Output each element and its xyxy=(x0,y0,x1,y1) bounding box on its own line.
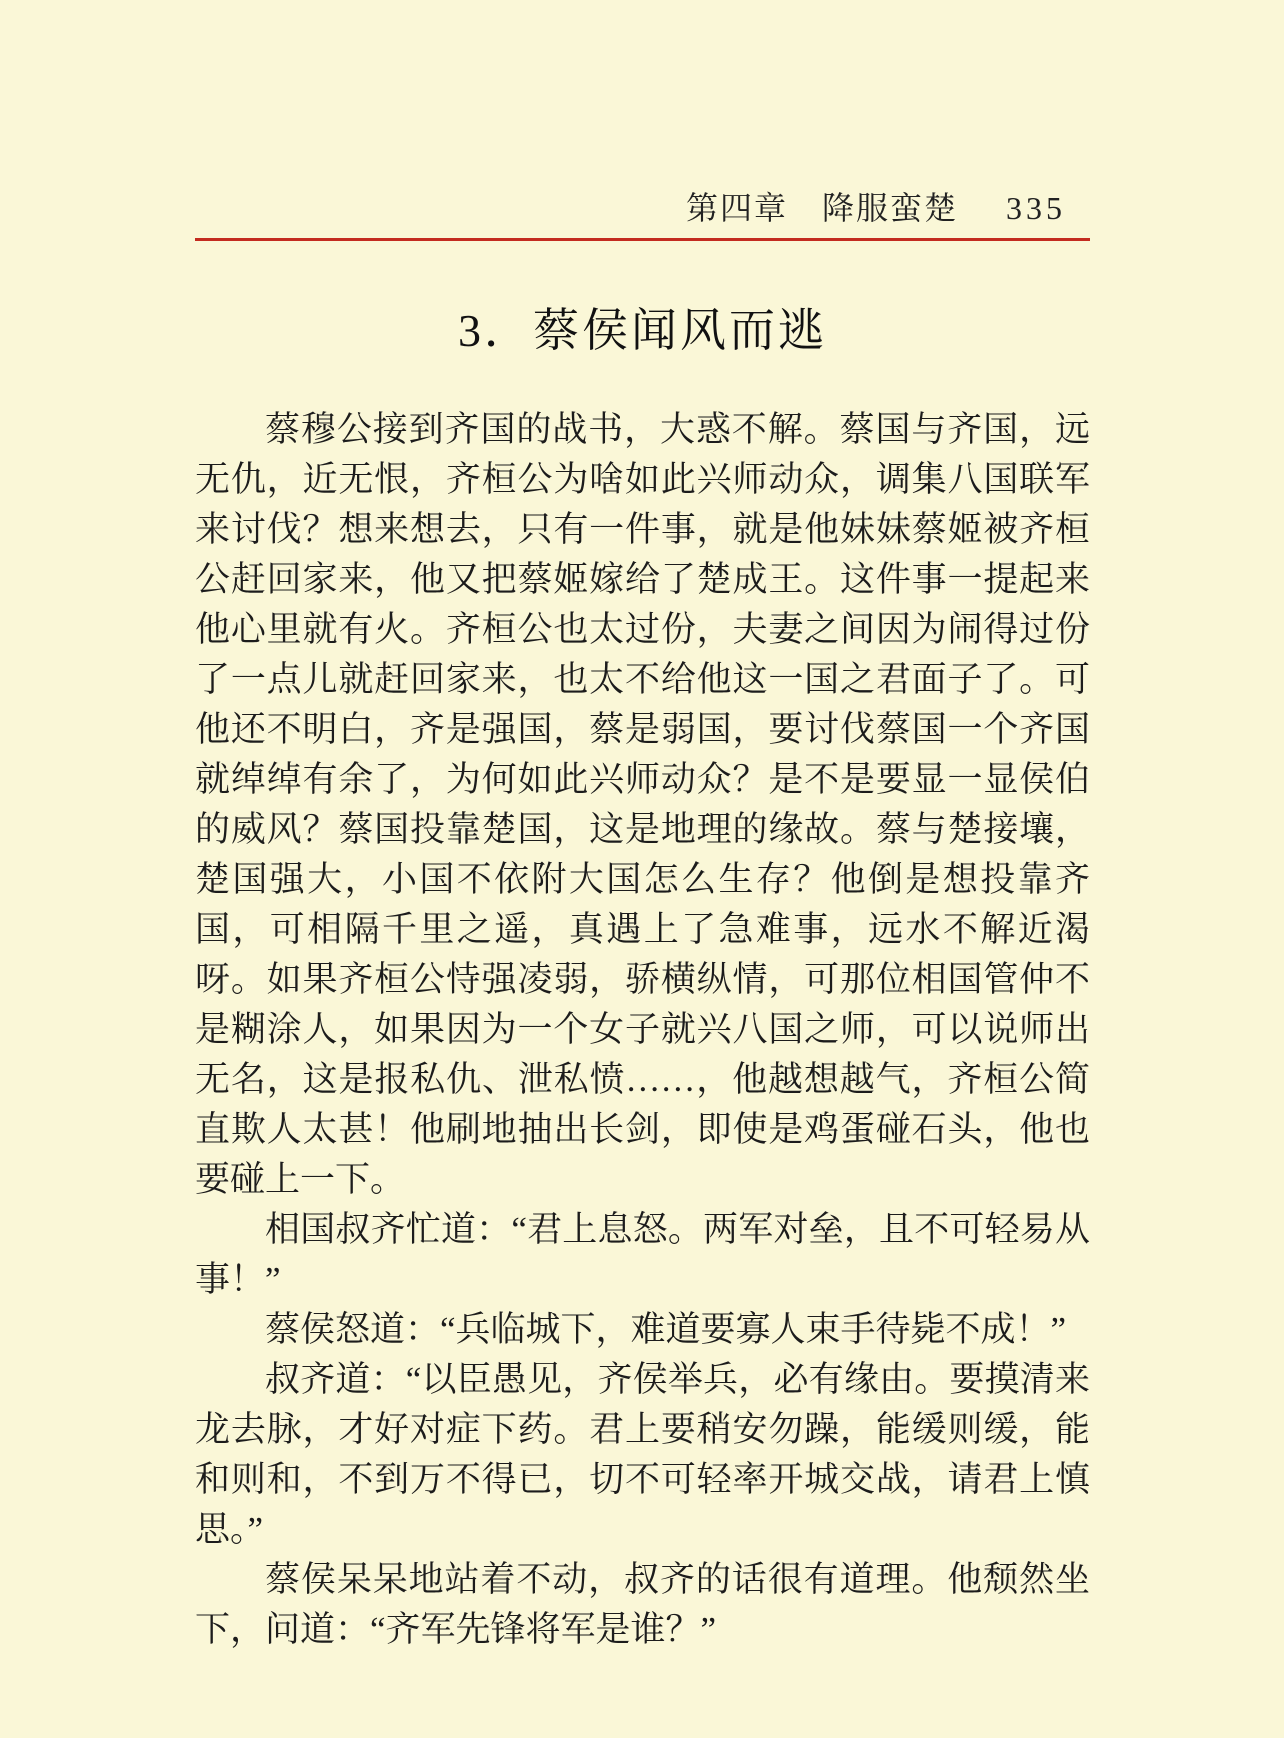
body-text xyxy=(195,405,1090,1655)
paragraph: 叔齐道：“以臣愚见，齐侯举兵，必有缘由。要摸清来龙去脉，才好对症下药。君上要稍安勿躁，能缓则缓，能和则和，不到万不得已，切不可轻率开城交战，请君上慎思。” xyxy=(195,1360,1090,1549)
paragraph: 相国叔齐忙道：“君上息怒。两军对垒，且不可轻易从事！” xyxy=(195,1210,1090,1299)
section-title: 3．蔡侯闻风而逃 xyxy=(458,305,827,356)
running-head xyxy=(195,188,1090,228)
page-number: 335 xyxy=(1006,190,1066,226)
text-block xyxy=(195,0,1090,1655)
paragraph: 蔡穆公接到齐国的战书，大惑不解。蔡国与齐国，远无仇，近无恨，齐桓公为啥如此兴师动众，调集八国联军来讨伐？想来想去，只有一件事，就是他妹妹蔡姬被齐桓公赶回家来，他又把蔡姬嫁给了楚成王。这件事一提起来他心里就有火。齐桓公也太过份，夫妻之间因为闹得过份了一点儿就赶回家来，也太不给他这一国之君面子了。可他还不明白，齐是强国，蔡是弱国，要讨伐蔡国一个齐国就绰绰有余了，为何如此兴师动众？是不是要显一显侯伯的威风？蔡国投靠楚国，这是地理的缘故。蔡与楚接壤，楚国强大，小国不依附大国怎么生存？他倒是想投靠齐国，可相隔千里之遥，真遇上了急难事，远水不解近渴呀。如果齐桓公恃强凌弱，骄横纵情，可那位相国管仲不是糊涂人，如果因为一个女子就兴八国之师，可以说师出无名，这是报私仇、泄私愤……，他越想越气，齐桓公简直欺人太甚！他刷地抽出长剑，即使是鸡蛋碰石头，他也要碰上一下。 xyxy=(195,410,1090,1199)
header-rule xyxy=(195,238,1090,241)
chapter-title: 第四章 降服蛮楚 xyxy=(685,190,958,226)
paragraph: 蔡侯呆呆地站着不动，叔齐的话很有道理。他颓然坐下，问道：“齐军先锋将军是谁？” xyxy=(195,1560,1090,1649)
paragraph: 蔡侯怒道：“兵临城下，难道要寡人束手待毙不成！” xyxy=(265,1310,1067,1349)
